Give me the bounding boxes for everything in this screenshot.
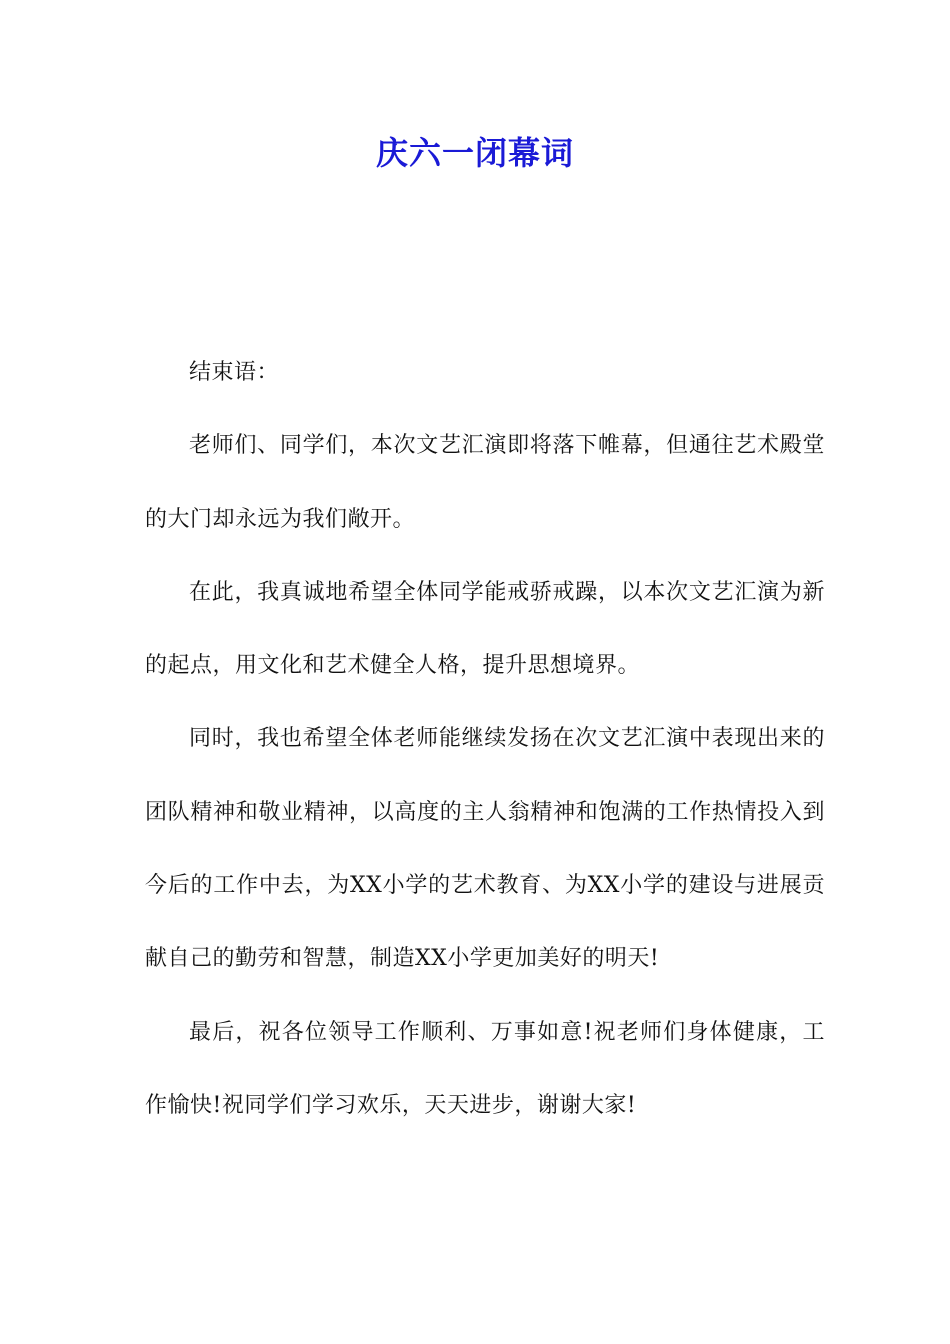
paragraph-teachers-wish: 同时，我也希望全体老师能继续发扬在次文艺汇演中表现出来的团队精神和敬业精神，以高度的主人翁精神和饱满的工作热情投入到今后的工作中去，为XX小学的艺术教育、为XX小学的建设与进展贡献自己的勤劳和智慧，制造XX小学更加美好的明天! xyxy=(145,726,825,972)
paragraph-greeting: 老师们、同学们，本次文艺汇演即将落下帷幕，但通往艺术殿堂的大门却永远为我们敞开。 xyxy=(145,433,825,532)
paragraph-closing-label: 结束语： xyxy=(189,360,280,385)
document-body xyxy=(145,336,825,1142)
paragraph-final-blessing: 最后，祝各位领导工作顺利、万事如意!祝老师们身体健康，工作愉快!祝同学们学习欢乐，天天进步，谢谢大家! xyxy=(145,1019,825,1118)
document-title: 庆六一闭幕词 xyxy=(375,134,574,172)
paragraph-students-wish: 在此，我真诚地希望全体同学能戒骄戒躁，以本次文艺汇演为新的起点，用文化和艺术健全人格，提升思想境界。 xyxy=(145,579,825,679)
